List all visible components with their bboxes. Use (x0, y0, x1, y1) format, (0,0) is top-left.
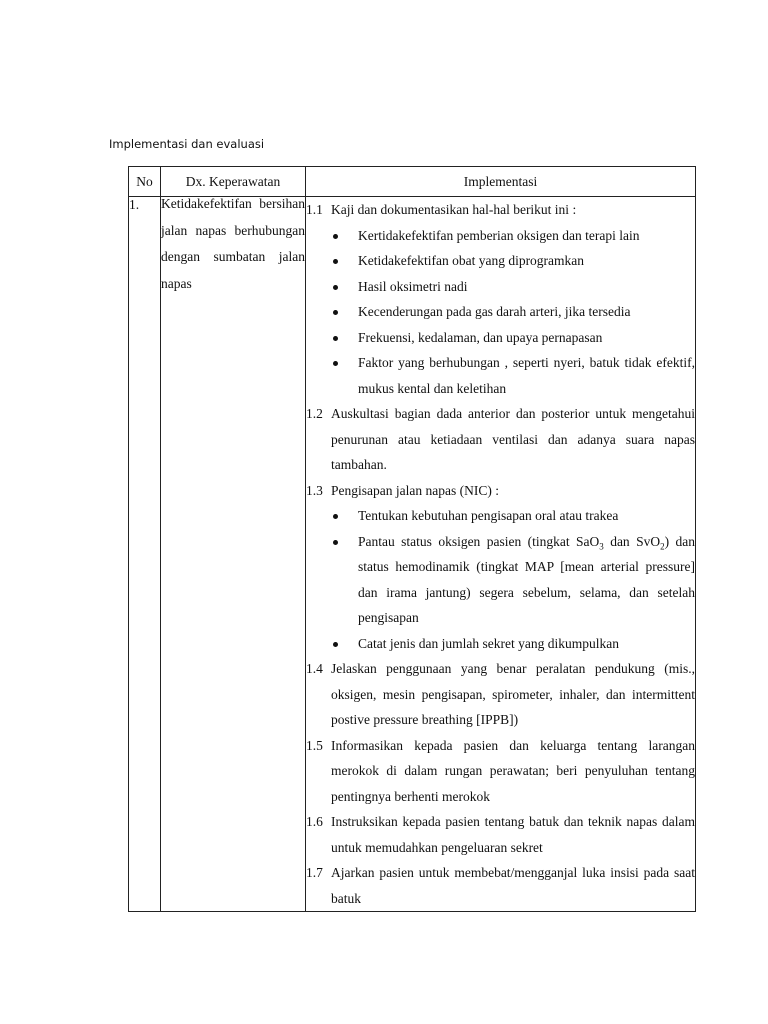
bullet-text: Kecenderungan pada gas darah arteri, jika tersedia (358, 304, 631, 319)
impl-item-body (331, 656, 695, 733)
bullet-text: Ketidakefektifan obat yang diprogramkan (358, 253, 585, 268)
bullet-text: Tentukan kebutuhan pengisapan oral atau trakea (358, 508, 619, 523)
impl-item (306, 197, 695, 223)
bullet-dot-icon (328, 248, 358, 274)
bullet-dot-icon (328, 274, 358, 300)
bullet-dot-icon (328, 223, 358, 249)
bullet-text: Hasil oksimetri nadi (358, 278, 468, 294)
impl-item-text: Jelaskan penggunaan yang benar peralatan pendukung (mis., oksigen, mesin pengisapan, spirometer, inhaler, dan intermittent postive pressure breathing [IPPB]) (331, 661, 695, 727)
impl-item-number: 1.1 (306, 202, 323, 217)
impl-item-body (331, 809, 695, 860)
impl-item-number: 1.4 (306, 661, 323, 676)
section-heading: Implementasi dan evaluasi (109, 137, 265, 151)
impl-item-body (331, 197, 695, 223)
header-no: No (129, 167, 161, 197)
bullet-dot-icon (328, 299, 358, 325)
diagnosis-cell (161, 197, 306, 912)
bullet-text: Kertidakefektifan pemberian oksigen dan terapi lain (358, 227, 640, 243)
bullet-item (306, 248, 695, 274)
subscript: 2 (660, 541, 665, 552)
bullet-dot-icon (328, 325, 358, 351)
bullet-item (306, 350, 695, 401)
bullet-text: Pantau status oksigen pasien (tingkat SaO$_3$ dan SvO$_2$) dan status hemodinamik (tingkat MAP [mean arterial pressure] dan irama jantung) segera sebelum, selama, dan setelah pengisapan (358, 533, 696, 625)
impl-item-number: 1.5 (306, 737, 323, 753)
impl-item (306, 478, 695, 504)
impl-item-body (331, 733, 695, 810)
impl-item-body (331, 860, 695, 911)
impl-item-text: Instruksikan kepada pasien tentang batuk dan teknik napas dalam untuk memudahkan pengeluaran sekret (331, 814, 695, 855)
table-row (129, 197, 696, 912)
impl-item-number: 1.2 (306, 406, 323, 421)
impl-item (306, 860, 695, 911)
impl-item-text: Pengisapan jalan napas (NIC) : (331, 482, 499, 498)
impl-item-body (331, 401, 695, 478)
bullet-item (306, 299, 695, 325)
bullet-item (306, 503, 695, 529)
header-diagnosis: Dx. Keperawatan (161, 167, 306, 197)
impl-item (306, 401, 695, 478)
diagnosis-text: Ketidakefektifan bersihan jalan napas berhubungan dengan sumbatan jalan napas (161, 196, 305, 291)
bullet-item (306, 274, 695, 300)
bullet-text: Faktor yang berhubungan , seperti nyeri, batuk tidak efektif, mukus kental dan keletihan (358, 355, 695, 396)
bullet-dot-icon (328, 350, 358, 401)
impl-item-number: 1.3 (306, 482, 323, 498)
bullet-dot-icon (328, 631, 358, 657)
bullet-text: Catat jenis dan jumlah sekret yang dikumpulkan (358, 635, 619, 651)
impl-item-number: 1.6 (306, 814, 323, 829)
bullet-text: Frekuensi, kedalaman, dan upaya pernapasan (358, 329, 603, 345)
impl-item-number: 1.7 (306, 865, 323, 880)
impl-item (306, 809, 695, 860)
impl-item-text: Auskultasi bagian dada anterior dan posterior untuk mengetahui penurunan atau ketiadaan ventilasi dan adanya suara napas tambahan. (331, 406, 695, 472)
bullet-item (306, 631, 695, 657)
implementation-cell (306, 197, 696, 912)
bullet-dot-icon (328, 529, 358, 631)
impl-item (306, 733, 695, 810)
impl-item-text: Informasikan kepada pasien dan keluarga tentang larangan merokok di dalam rungan perawatan; beri penyuluhan tentang pentingnya berhenti merokok (331, 737, 695, 804)
impl-item-text: Ajarkan pasien untuk membebat/mengganjal luka insisi pada saat batuk (331, 865, 695, 906)
bullet-item (306, 325, 695, 351)
impl-item-text: Kaji dan dokumentasikan hal-hal berikut ini : (331, 202, 577, 217)
impl-item-body (331, 478, 695, 504)
row-number: 1. (129, 197, 161, 912)
bullet-item (306, 223, 695, 249)
subscript: 3 (599, 541, 604, 552)
bullet-dot-icon (328, 503, 358, 529)
header-implementation: Implementasi (306, 167, 696, 197)
bullet-item (306, 529, 695, 631)
impl-item (306, 656, 695, 733)
implementation-table (128, 166, 696, 912)
